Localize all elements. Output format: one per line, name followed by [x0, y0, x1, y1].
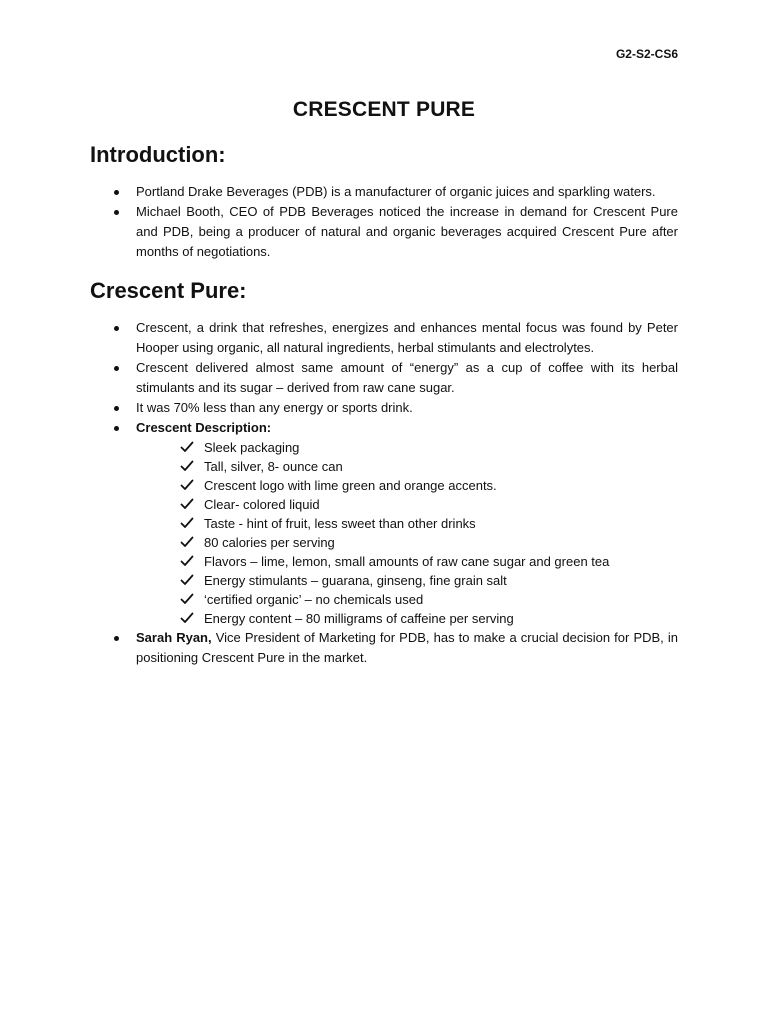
checklist-item-text: Clear- colored liquid: [204, 497, 320, 512]
bullet-dot-icon: [114, 366, 119, 371]
check-mark-icon: [180, 440, 194, 454]
check-mark-icon: [180, 478, 194, 492]
check-mark-icon: [180, 554, 194, 568]
description-label: Crescent Description:: [136, 420, 272, 435]
list-item-text: Crescent, a drink that refreshes, energizes and enhances mental focus was found by Peter Hooper using organic, all natural ingredients, herbal stimulants and electrolytes.: [136, 320, 678, 355]
bullet-dot-icon: [114, 406, 119, 411]
checklist-item: [180, 533, 678, 552]
checklist-item-text: Tall, silver, 8- ounce can: [204, 459, 343, 474]
bullet-dot-icon: [114, 326, 119, 331]
checklist-item: [180, 495, 678, 514]
closing-name: Sarah Ryan,: [136, 630, 212, 645]
list-item: [90, 318, 678, 358]
document-title: CRESCENT PURE: [292, 98, 476, 121]
checklist-item-text: 80 calories per serving: [204, 535, 335, 550]
check-mark-icon: [180, 573, 194, 587]
list-item: [90, 182, 678, 202]
bullet-dot-icon: [114, 636, 119, 641]
closing-text: Vice President of Marketing for PDB, has to make a crucial decision for PDB, in positioning Crescent Pure in the market.: [136, 630, 678, 665]
list-item-description: [90, 418, 678, 628]
list-item-closing: [90, 628, 678, 668]
list-item-text: It was 70% less than any energy or sports drink.: [136, 400, 413, 415]
checklist-item: [180, 438, 678, 457]
introduction-list: [90, 182, 678, 262]
document-code: G2-S2-CS6: [615, 47, 678, 61]
checklist-item-text: Flavors – lime, lemon, small amounts of raw cane sugar and green tea: [204, 554, 610, 569]
check-mark-icon: [180, 535, 194, 549]
checklist-item-text: Taste - hint of fruit, less sweet than other drinks: [204, 516, 476, 531]
check-mark-icon: [180, 592, 194, 606]
checklist-item: [180, 590, 678, 609]
check-mark-icon: [180, 611, 194, 625]
list-item-text: Crescent delivered almost same amount of “energy” as a cup of coffee with its herbal stimulants and its sugar – derived from raw cane sugar.: [136, 360, 678, 395]
list-item: [90, 202, 678, 262]
checklist-item-text: ‘certified organic’ – no chemicals used: [204, 592, 424, 607]
list-item-text: Michael Booth, CEO of PDB Beverages noticed the increase in demand for Crescent Pure and PDB, being a producer of natural and organic beverages acquired Crescent Pure after months of negotiations.: [136, 204, 678, 259]
list-item-text: Portland Drake Beverages (PDB) is a manufacturer of organic juices and sparkling waters.: [136, 184, 656, 199]
checklist-item: [180, 552, 678, 571]
introduction-heading: Introduction:: [90, 142, 226, 167]
checklist-item: [180, 514, 678, 533]
checklist-item: [180, 609, 678, 628]
checklist-item-text: Crescent logo with lime green and orange accents.: [204, 478, 497, 493]
checklist-item: [180, 476, 678, 495]
check-mark-icon: [180, 459, 194, 473]
checklist-item: [180, 571, 678, 590]
bullet-dot-icon: [114, 210, 119, 215]
checklist-item: [180, 457, 678, 476]
check-mark-icon: [180, 516, 194, 530]
bullet-dot-icon: [114, 190, 119, 195]
checklist-item-text: Energy content – 80 milligrams of caffeine per serving: [204, 611, 514, 626]
description-checklist: [136, 438, 678, 628]
check-mark-icon: [180, 497, 194, 511]
checklist-item-text: Sleek packaging: [204, 440, 300, 455]
crescent-pure-heading: Crescent Pure:: [90, 278, 247, 303]
checklist-item-text: Energy stimulants – guarana, ginseng, fine grain salt: [204, 573, 507, 588]
list-item: [90, 398, 678, 418]
bullet-dot-icon: [114, 426, 119, 431]
list-item: [90, 358, 678, 398]
crescent-pure-list: [90, 318, 678, 668]
